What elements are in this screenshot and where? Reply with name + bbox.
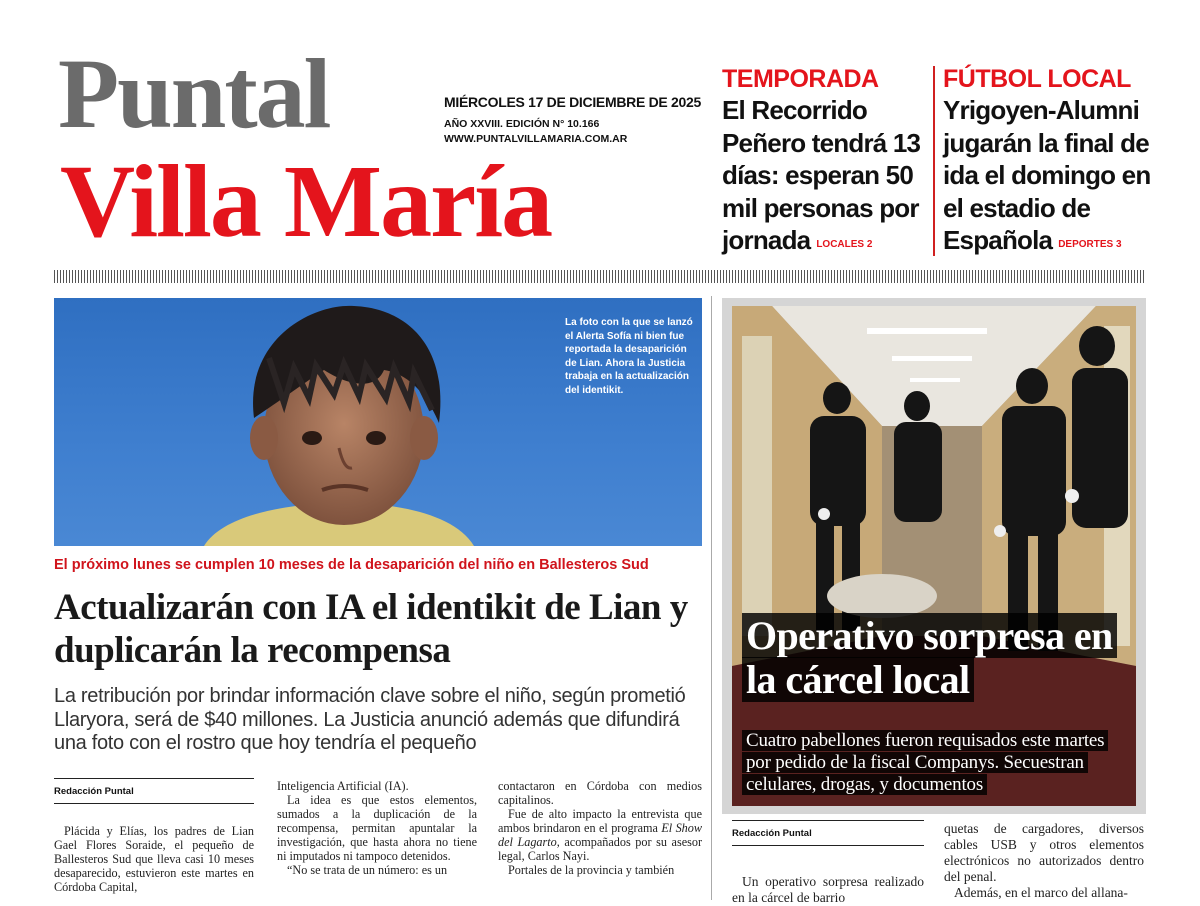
website-link[interactable]: WWW.PUNTALVILLAMARIA.COM.AR [444, 133, 628, 145]
column-text [732, 874, 924, 906]
teaser-divider [933, 66, 935, 256]
paragraph: Además, en el marco del allana- [954, 885, 1128, 900]
main-story-column-1 [54, 778, 254, 894]
teaser-section-ref: DEPORTES 3 [1058, 239, 1122, 250]
masthead-rule [54, 270, 1146, 283]
column-divider [711, 296, 712, 900]
teaser-futbol-local[interactable] [943, 64, 1155, 262]
teaser-kicker: TEMPORADA [722, 65, 879, 93]
right-story-column-1 [732, 820, 924, 906]
column-text [54, 824, 254, 894]
masthead-name-bottom: Villa María [60, 144, 552, 259]
paragraph: Fue de alto impacto la entrevista que ambos brindaron en el programa El Show del Lagarto, acompañados por su asesor legal, Carlos Nayi. [498, 807, 703, 863]
main-story-headline[interactable]: Actualizarán con IA el identikit de Lian y duplicarán la recompensa [54, 587, 688, 671]
paragraph: La idea es que estos elementos, sumados a la duplicación de la recompensa, permitan apuntalar la investigación, que hasta ahora no tiene ni imputados ni tampoco detenidos. [277, 793, 477, 863]
main-story-deck: La retribución por brindar información clave sobre el niño, según prometió Llaryora, será de $40 millones. La Justicia anunció además que difundirá una foto con el rostro que hoy tendría el pequeño [54, 685, 686, 754]
paragraph: Un operativo sorpresa realizado en la cárcel de barrio [732, 874, 924, 905]
edition-number: AÑO XXVIII. EDICIÓN N° 10.166 [444, 118, 600, 130]
main-story-column-3 [498, 779, 702, 877]
issue-date: MIÉRCOLES 17 DE DICIEMBRE DE 2025 [444, 94, 701, 110]
teaser-title: Yrigoyen-Alumni jugarán la final de ida el domingo en el estadio de Española DEPORTES 3 [943, 95, 1151, 255]
paragraph: “No se trata de un número: es un [287, 863, 448, 877]
byline: Redacción Puntal [732, 820, 924, 846]
teaser-temporada[interactable] [722, 64, 927, 262]
paragraph: Plácida y Elías, los padres de Lian Gael Flores Soraide, el pequeño de Ballesteros Sud que lleva casi 10 meses desaparecido, estuvieron este martes en Córdoba Capital, [54, 824, 254, 894]
paragraph: Inteligencia Artificial (IA). [277, 779, 409, 793]
right-story-headline[interactable]: Operativo sorpresa en la cárcel local [742, 614, 1132, 702]
teaser-kicker: FÚTBOL LOCAL [943, 65, 1131, 93]
paragraph: quetas de cargadores, diversos cables USB y otros elementos electrónicos no autorizados dentro del penal. [944, 821, 1144, 884]
right-story-column-2 [944, 821, 1144, 901]
photo-caption: La foto con la que se lanzó el Alerta Sofía ni bien fue reportada la desaparición de Lian. Ahora la Justicia trabaja en la actualización del identikit. [565, 317, 693, 396]
teaser-section-ref: LOCALES 2 [816, 239, 873, 250]
masthead-name-top: Puntal [58, 38, 330, 149]
program-name: El Show del Lagarto [498, 821, 702, 849]
main-story-kicker: El próximo lunes se cumplen 10 meses de la desaparición del niño en Ballesteros Sud [54, 557, 649, 573]
paragraph: contactaron en Córdoba con medios capitalinos. [498, 779, 702, 807]
main-story-column-2 [277, 779, 477, 877]
masthead-info [444, 94, 701, 147]
byline: Redacción Puntal [54, 778, 254, 804]
right-story-deck: Cuatro pabellones fueron requisados este martes por pedido de la fiscal Companys. Secuestran celulares, drogas, y documentos [742, 730, 1132, 796]
teaser-title: El Recorrido Peñero tendrá 13 días: esperan 50 mil personas por jornada LOCALES 2 [722, 95, 921, 255]
paragraph: Portales de la provincia y también [508, 863, 675, 877]
